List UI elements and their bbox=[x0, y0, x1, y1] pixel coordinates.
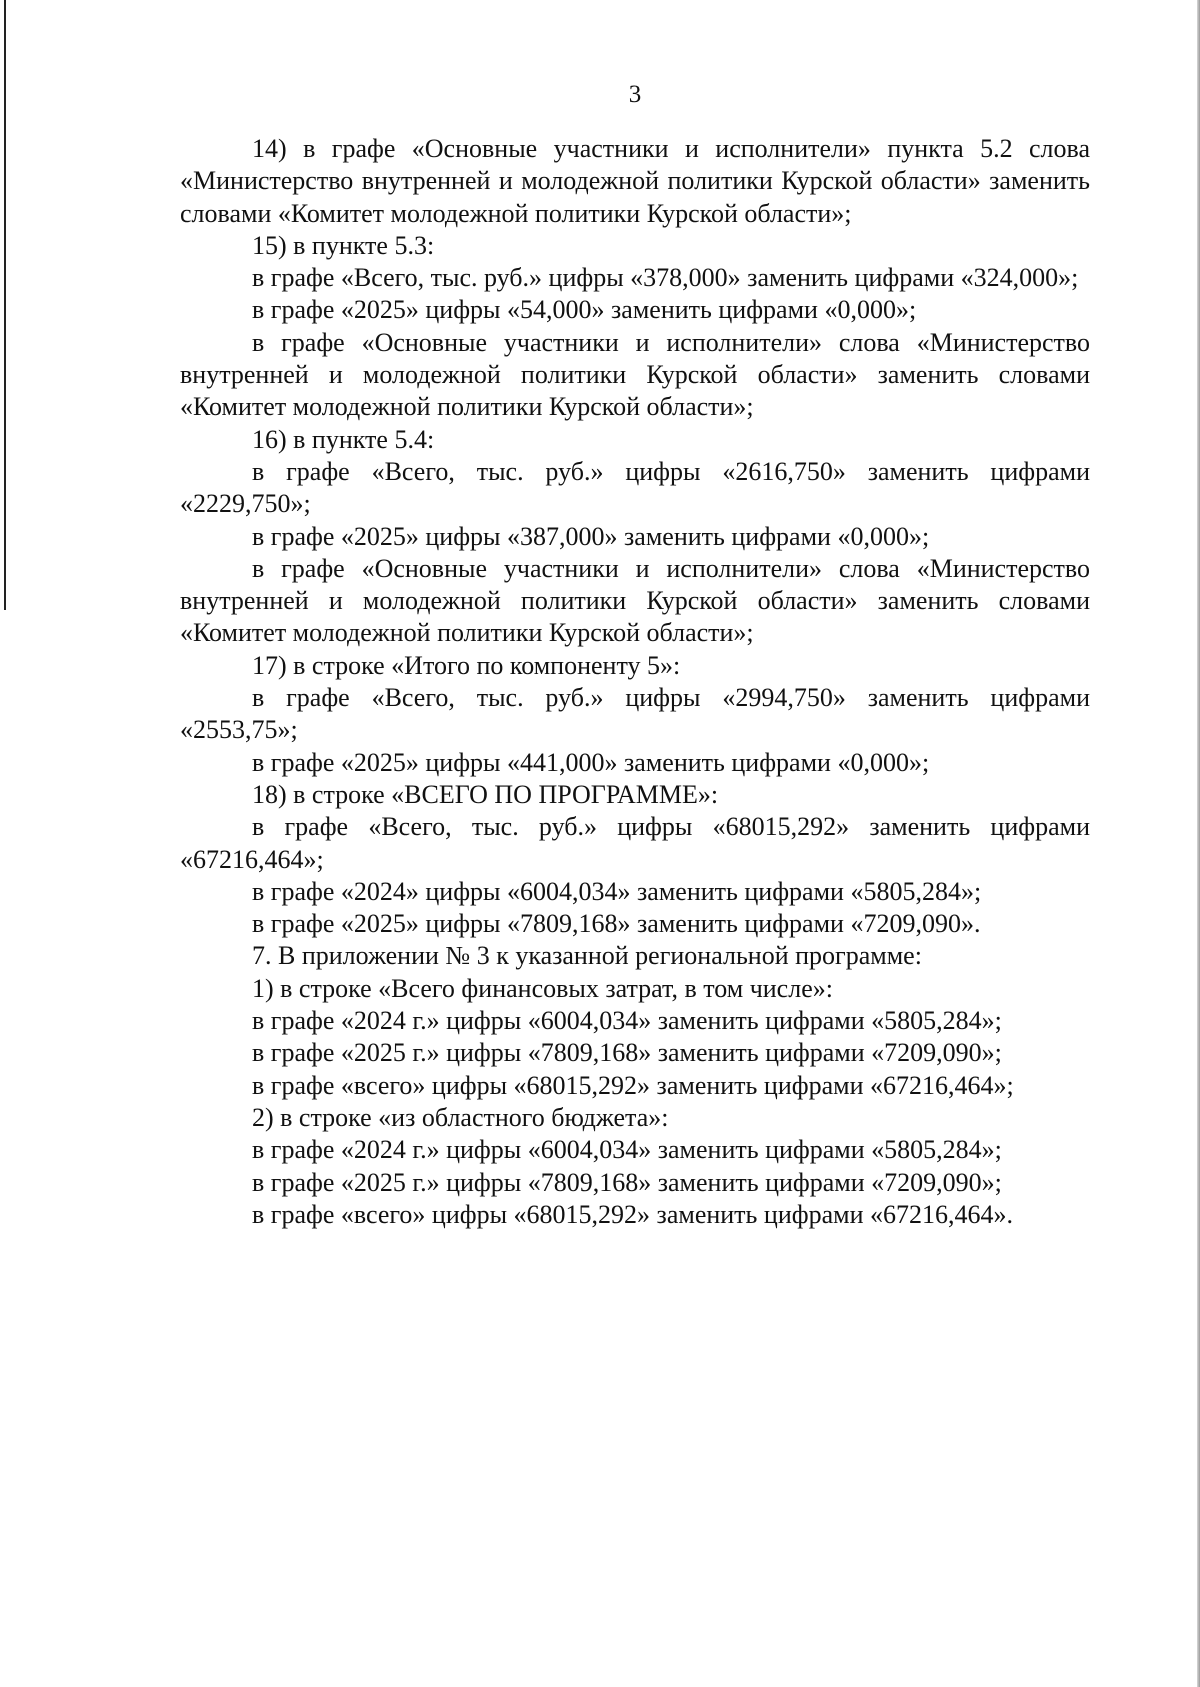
paragraph-item-17: 17) в строке «Итого по компоненту 5»: bbox=[252, 650, 681, 680]
paragraph-7-2-2025: в графе «2025 г.» цифры «7809,168» заменить цифрами «7209,090»; bbox=[252, 1167, 1002, 1197]
paragraph-7-2-total: в графе «всего» цифры «68015,292» заменить цифрами «67216,464». bbox=[252, 1199, 1013, 1229]
paragraph-18-total: в графе «Всего, тыс. руб.» цифры «68015,292» заменить цифрами «67216,464»; bbox=[180, 812, 1090, 874]
paragraph-item-18: 18) в строке «ВСЕГО ПО ПРОГРАММЕ»: bbox=[252, 779, 719, 809]
paragraph-16-2025: в графе «2025» цифры «387,000» заменить цифрами «0,000»; bbox=[252, 521, 930, 551]
paragraph-18-2024: в графе «2024» цифры «6004,034» заменить цифрами «5805,284»; bbox=[252, 876, 982, 906]
paragraph-7-1: 1) в строке «Всего финансовых затрат, в том числе»: bbox=[252, 973, 833, 1003]
paragraph-17-2025: в графе «2025» цифры «441,000» заменить цифрами «0,000»; bbox=[252, 747, 930, 777]
paragraph-7-1-total: в графе «всего» цифры «68015,292» заменить цифрами «67216,464»; bbox=[252, 1070, 1014, 1100]
paragraph-item-14: 14) в графе «Основные участники и исполнители» пункта 5.2 слова «Министерство внутренней и молодежной политики Курской области» заменить словами «Комитет молодежной политики Курской области»; bbox=[180, 134, 1090, 228]
paragraph-15-2025: в графе «2025» цифры «54,000» заменить цифрами «0,000»; bbox=[252, 295, 917, 325]
paragraph-16-participants: в графе «Основные участники и исполнители» слова «Министерство внутренней и молодежной политики Курской области» заменить словами «Комитет молодежной политики Курской области»; bbox=[180, 553, 1090, 648]
paragraph-item-15: 15) в пункте 5.3: bbox=[252, 230, 435, 260]
paragraph-16-total: в графе «Всего, тыс. руб.» цифры «2616,750» заменить цифрами «2229,750»; bbox=[180, 456, 1090, 519]
paragraph-15-total: в графе «Всего, тыс. руб.» цифры «378,000» заменить цифрами «324,000»; bbox=[252, 263, 1079, 293]
paragraph-7-2: 2) в строке «из областного бюджета»: bbox=[252, 1102, 669, 1132]
paragraph-18-2025: в графе «2025» цифры «7809,168» заменить цифрами «7209,090». bbox=[252, 909, 981, 939]
document-body bbox=[180, 133, 1090, 1231]
paragraph-7-1-2024: в графе «2024 г.» цифры «6004,034» заменить цифрами «5805,284»; bbox=[252, 1006, 1002, 1036]
paragraph-item-16: 16) в пункте 5.4: bbox=[252, 424, 435, 454]
paragraph-section-7: 7. В приложении № 3 к указанной региональной программе: bbox=[252, 941, 922, 971]
paragraph-7-2-2024: в графе «2024 г.» цифры «6004,034» заменить цифрами «5805,284»; bbox=[252, 1135, 1002, 1165]
page-number: 3 bbox=[628, 81, 642, 108]
paragraph-7-1-2025: в графе «2025 г.» цифры «7809,168» заменить цифрами «7209,090»; bbox=[252, 1038, 1002, 1068]
paragraph-17-total: в графе «Всего, тыс. руб.» цифры «2994,750» заменить цифрами «2553,75»; bbox=[180, 683, 1090, 745]
paragraph-15-participants: в графе «Основные участники и исполнители» слова «Министерство внутренней и молодежной политики Курской области» заменить словами «Комитет молодежной политики Курской области»; bbox=[180, 327, 1090, 422]
